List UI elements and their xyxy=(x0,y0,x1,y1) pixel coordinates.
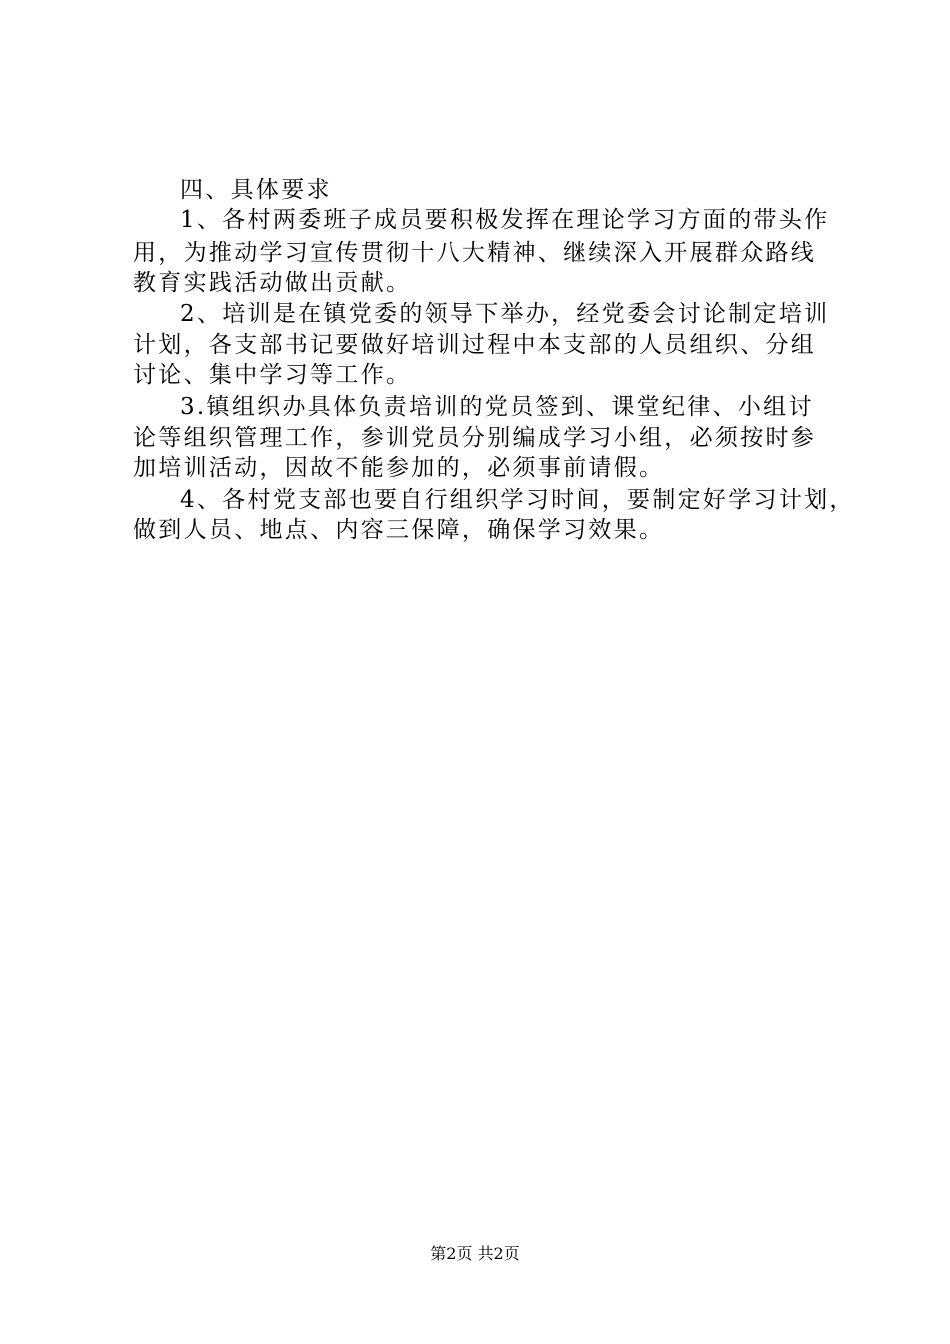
paragraph-line: 1、各村两委班子成员要积极发挥在理论学习方面的带头作 xyxy=(180,207,830,233)
paragraph-line: 论等组织管理工作，参训党员分别编成学习小组，必须按时参 xyxy=(133,425,817,451)
paragraph-line: 2、培训是在镇党委的领导下举办，经党委会讨论制定培训 xyxy=(180,301,830,327)
section-heading: 四、具体要求 xyxy=(180,177,332,203)
paragraph-line: 计划，各支部书记要做好培训过程中本支部的人员组织、分组 xyxy=(133,332,817,358)
paragraph-line: 3.镇组织办具体负责培训的党员签到、课堂纪律、小组讨 xyxy=(180,394,814,420)
paragraph-line: 教育实践活动做出贡献。 xyxy=(133,270,412,296)
paragraph-line: 加培训活动，因故不能参加的，必须事前请假。 xyxy=(133,455,665,481)
paragraph-line: 4、各村党支部也要自行组织学习时间，要制定好学习计划， xyxy=(180,487,855,513)
page-number-footer: 第2页 共2页 xyxy=(430,1244,520,1263)
paragraph-line: 做到人员、地点、内容三保障，确保学习效果。 xyxy=(133,517,665,543)
paragraph-line: 讨论、集中学习等工作。 xyxy=(133,362,412,388)
paragraph-line: 用，为推动学习宣传贯彻十八大精神、继续深入开展群众路线 xyxy=(133,240,817,266)
